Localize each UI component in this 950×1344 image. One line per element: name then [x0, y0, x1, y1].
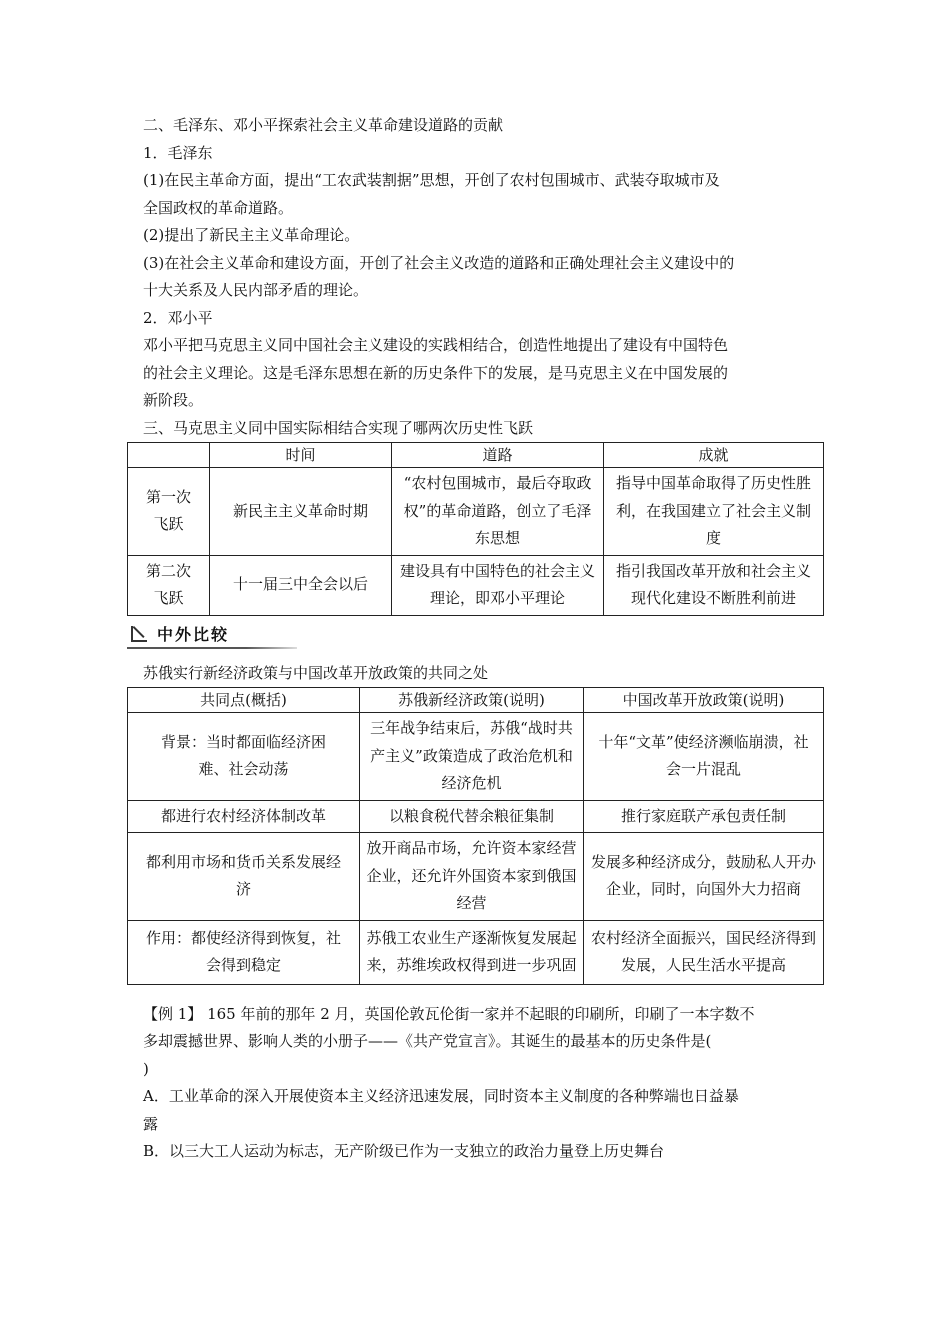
deng-paragraph-b: 的社会主义理论。这是毛泽东思想在新的历史条件下的发展，是马克思主义在中国发展的: [143, 363, 729, 382]
deng-paragraph-a: 邓小平把马克思主义同中国社会主义建设的实践相结合，创造性地提出了建设有中国特色: [143, 336, 729, 354]
example-question-line-a: [143, 1001, 823, 1029]
table-cell: 第一次飞跃: [128, 468, 210, 556]
comparison-banner: [127, 620, 823, 650]
mao-point-1b: 全国政权的革命道路。: [143, 198, 294, 217]
banner-underline: [127, 647, 297, 649]
deng-paragraph-c: 新阶段。: [143, 391, 204, 409]
table-cell: 苏俄工农业生产逐渐恢复发展起来，苏维埃政权得到进一步巩固: [360, 920, 584, 984]
deng-title: 2．邓小平: [143, 308, 213, 327]
section-heading-2: 二、毛泽东、邓小平探索社会主义革命建设道路的贡献: [143, 116, 504, 134]
option-a-line-a: A．工业革命的深入开展使资本主义经济迅速发展，同时资本主义制度的各种弊端也日益暴: [143, 1087, 739, 1105]
mao-point-1a: (1)在民主革命方面，提出“工农武装割据”思想，开创了农村包围城市、武装夺取城市及: [143, 171, 720, 189]
table-row: [128, 468, 824, 556]
table-header-cell: 时间: [210, 443, 392, 468]
table-cell: 指引我国改革开放和社会主义现代化建设不断胜利前进: [604, 555, 824, 615]
table-cell: 推行家庭联产承包责任制: [584, 800, 824, 833]
mao-title: 1．毛泽东: [143, 143, 213, 162]
table-header-cell: 共同点(概括): [128, 688, 360, 713]
table-row: [128, 833, 824, 921]
table-cell: 第二次飞跃: [128, 555, 210, 615]
table-cell: 发展多种经济成分，鼓励私人开办企业，同时，向国外大力招商: [584, 833, 824, 921]
table-cell: 作用：都使经济得到恢复，社会得到稳定: [128, 920, 360, 984]
table-row: [128, 920, 824, 984]
option-b: B．以三大工人运动为标志，无产阶级已作为一支独立的政治力量登上历史舞台: [143, 1142, 665, 1160]
table-cell: 都利用市场和货币关系发展经济: [128, 833, 360, 921]
table-header-cell: [128, 443, 210, 468]
example-question-line-b: 多却震撼世界、影响人类的小册子——《共产党宣言》。其诞生的最基本的历史条件是(: [143, 1032, 712, 1050]
table-cell: “农村包围城市，最后夺取政权”的革命道路，创立了毛泽东思想: [392, 468, 604, 556]
table-cell: 十一届三中全会以后: [210, 555, 392, 615]
table-row: [128, 555, 824, 615]
table-header-row: [128, 688, 824, 713]
table-header-cell: 成就: [604, 443, 824, 468]
leaps-table: [127, 442, 824, 616]
option-a-line-b: 露: [143, 1114, 159, 1133]
table-cell: 新民主主义革命时期: [210, 468, 392, 556]
table-header-cell: 中国改革开放政策(说明): [584, 688, 824, 713]
table-cell: 建设具有中国特色的社会主义理论，即邓小平理论: [392, 555, 604, 615]
mao-point-2: (2)提出了新民主主义革命理论。: [143, 226, 360, 244]
table-cell: 放开商品市场，允许资本家经营企业，还允许外国资本家到俄国经营: [360, 833, 584, 921]
table-cell: 三年战争结束后，苏俄“战时共产主义”政策造成了政治危机和经济危机: [360, 713, 584, 801]
banner-title: 中外比较: [157, 624, 230, 644]
example-label: 【例 1】: [143, 1004, 203, 1023]
table-cell: 指导中国革命取得了历史性胜利，在我国建立了社会主义制度: [604, 468, 824, 556]
example-text-a: 165 年前的那年 2 月，英国伦敦瓦伦街一家并不起眼的印刷所，印刷了一本字数不: [202, 1004, 755, 1023]
table-cell: 都进行农村经济体制改革: [128, 800, 360, 833]
table-row: [128, 800, 824, 833]
section-heading-3: 三、马克思主义同中国实际相结合实现了哪两次历史性飞跃: [143, 418, 534, 437]
document-page: [143, 112, 823, 1166]
table-header-cell: 苏俄新经济政策(说明): [360, 688, 584, 713]
corner-arrow-icon: [131, 626, 147, 642]
table-cell: 以粮食税代替余粮征集制: [360, 800, 584, 833]
table-cell: 十年“文革”使经济濒临崩溃，社会一片混乱: [584, 713, 824, 801]
table-cell: 农村经济全面振兴，国民经济得到发展，人民生活水平提高: [584, 920, 824, 984]
example-question-line-c: ): [143, 1059, 149, 1078]
mao-point-3b: 十大关系及人民内部矛盾的理论。: [143, 281, 369, 299]
table-header-row: [128, 443, 824, 468]
table-header-cell: 道路: [392, 443, 604, 468]
mao-point-3a: (3)在社会主义革命和建设方面，开创了社会主义改造的道路和正确处理社会主义建设中的: [143, 253, 735, 272]
comparison-table: [127, 687, 824, 985]
table-cell: 背景：当时都面临经济困难、社会动荡: [128, 713, 360, 801]
comparison-title: 苏俄实行新经济政策与中国改革开放政策的共同之处: [143, 663, 489, 682]
table-row: [128, 713, 824, 801]
